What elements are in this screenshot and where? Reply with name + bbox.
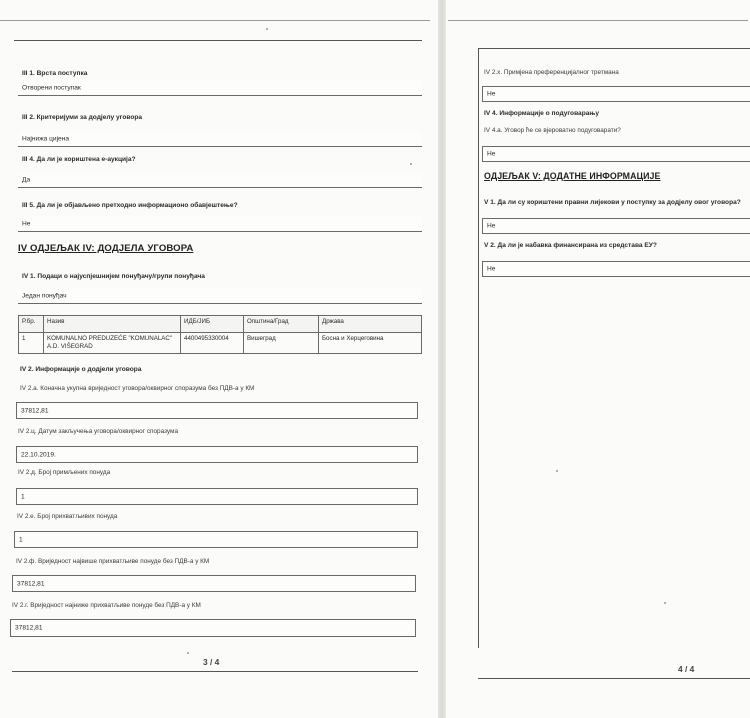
cell-id: 4400495330004 (181, 333, 244, 354)
question-iii2: III 2. Критеријуми за додјелу уговора (22, 114, 143, 121)
question-iii5: III 5. Да ли је објављено претходно информационо обавјештење? (22, 202, 238, 209)
top-scan-edge (0, 20, 430, 21)
value-iv2c: 22.10.2019. (21, 451, 56, 458)
col-header-country: Држава (319, 316, 422, 333)
answer-iv1-field (18, 289, 422, 304)
col-header-municipality: Општина/Град (244, 316, 319, 333)
col-header-name: Назив (44, 316, 181, 333)
question-iv1: IV 1. Подаци о најуспјешнијем понуђачу/групи понуђача (22, 273, 205, 280)
table-row (19, 333, 422, 354)
value-iv2e: 1 (19, 536, 23, 543)
value-v2: Не (487, 265, 496, 273)
field-v2 (482, 261, 750, 277)
scan-speck (556, 470, 558, 472)
col-header-no: Р.бр. (19, 316, 44, 333)
label-iv2c: IV 2.ц. Датум закључења уговора/оквирног споразума (18, 428, 178, 435)
page-gutter (438, 0, 446, 718)
label-iv2e: IV 2.е. Број прихватљивих понуда (17, 513, 118, 520)
scan-speck (187, 652, 189, 654)
label-iv4a: IV 4.а. Уговор ће се вјероватно подуговарати? (484, 127, 621, 134)
answer-iii1-field (18, 81, 422, 96)
col-header-id: ИДБ/ЈИБ (181, 316, 244, 333)
field-iv2e (14, 531, 418, 548)
scan-speck (410, 163, 412, 165)
cell-no: 1 (19, 333, 44, 354)
answer-iv1: Један понуђач (22, 292, 67, 300)
scan-speck (664, 602, 666, 604)
cell-name: KOMUNALNO PREDUZEĆE "KOMUNALAC" A.D. VIŠEGRAD (44, 333, 181, 354)
label-iv2f: IV 2.ф. Вриједност највише прихватљиве понуде без ПДВ-а у КМ (16, 558, 210, 565)
field-v1 (482, 218, 750, 234)
document-page-4 (446, 0, 750, 718)
field-iv2a (16, 402, 418, 419)
answer-iii1: Отворени поступак (22, 84, 81, 92)
value-iv4a: Не (487, 150, 496, 158)
label-iv2a: IV 2.а. Коначна укупна вриједност уговора/оквирног споразума без ПДВ-а у КМ (20, 385, 255, 392)
question-iv4: IV 4. Информације о подуговарању (484, 110, 600, 117)
value-iv2h: Не (487, 90, 496, 98)
field-iv2c (16, 446, 418, 463)
field-iv2h (482, 86, 750, 102)
label-iv2g: IV 2.г. Вриједност најниже прихватљиве понуде без ПДВ-а у КМ (12, 602, 201, 609)
footer-rule (478, 678, 750, 679)
field-iv2g (10, 619, 416, 637)
header-rule (14, 40, 422, 41)
answer-iii4-field (18, 173, 422, 188)
value-iv2g: 37812,81 (15, 624, 43, 632)
question-iv2: IV 2. Информације о додјели уговора (20, 366, 142, 373)
field-iv2f (12, 575, 416, 592)
page-border-left (478, 48, 479, 648)
header-rule (478, 48, 750, 49)
answer-iii5: Не (22, 220, 31, 228)
page-number-4: 4 / 4 (678, 664, 695, 674)
table-header-row (19, 316, 422, 333)
field-iv4a (482, 146, 750, 162)
scan-speck (266, 28, 268, 30)
label-iv2d: IV 2.д. Број примљених понуда (18, 469, 111, 476)
value-iv2f: 37812,81 (17, 580, 45, 587)
value-iv2a: 37812,81 (21, 407, 49, 414)
question-v1: V 1. Да ли су кориштени правни лијекови у поступку за додјелу овог уговора? (484, 199, 741, 206)
answer-iii2: Најнижа цијена (22, 135, 70, 143)
question-v2: V 2. Да ли је набавка финансирана из средстава ЕУ? (484, 242, 657, 249)
question-iii4: III 4. Да ли је кориштена е-аукција? (22, 156, 136, 163)
page-number-3: 3 / 4 (203, 657, 220, 667)
label-iv2h: IV 2.х. Примјена преференцијалног третмана (484, 69, 619, 76)
value-iv2d: 1 (21, 493, 25, 500)
top-scan-edge (448, 20, 748, 21)
answer-iii2-field (18, 132, 422, 147)
value-v1: Не (487, 222, 496, 230)
section-iv-heading: IV ОДЈЕЉАК IV: ДОДЈЕЛА УГОВОРА (18, 243, 194, 254)
answer-iii5-field (18, 217, 422, 232)
winning-bidder-table (18, 315, 422, 354)
answer-iii4: Да (22, 176, 31, 184)
section-v-heading: ОДЈЕЉАК V: ДОДАТНЕ ИНФОРМАЦИЈЕ (484, 171, 661, 181)
field-iv2d (16, 488, 418, 505)
question-iii1: III 1. Врста поступка (22, 70, 88, 77)
cell-country: Босна и Херцеговина (319, 333, 422, 354)
footer-rule (12, 671, 418, 672)
cell-municipality: Вишеград (244, 333, 319, 354)
